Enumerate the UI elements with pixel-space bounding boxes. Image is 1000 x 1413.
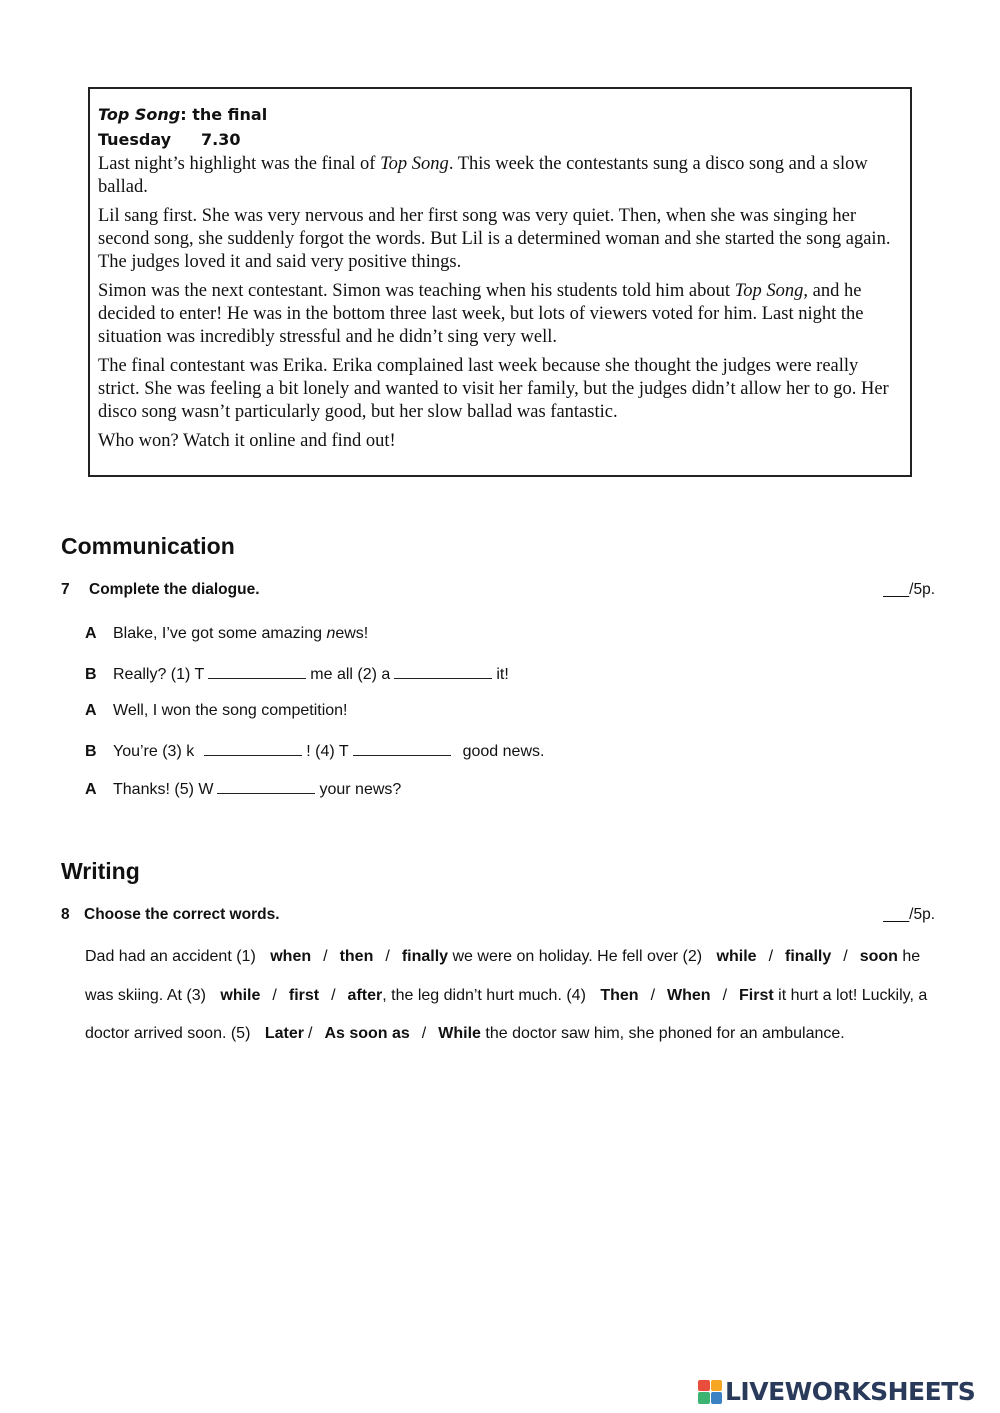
gap-5[interactable] — [217, 779, 315, 794]
dialogue-line-4: B You’re (3) k ! (4) T good news. — [85, 743, 545, 760]
option-1-when[interactable]: when — [270, 948, 312, 965]
article-paragraph-4: The final contestant was Erika. Erika complained last week because she thought the judges were really strict. She was feeling a bit lonely and wanted to visit her family, but the judges didn’t allow her to go. Her disco song wasn’t particularly good, but her slow ballad was fantastic. — [98, 356, 889, 422]
article-title: Top Song: the final — [98, 105, 268, 124]
liveworksheets-logo: LIVEWORKSHEETS — [698, 1377, 975, 1406]
option-5-later[interactable]: Later — [264, 1025, 304, 1043]
dialogue-line-1: A Blake, I’ve got some amazing news! — [85, 625, 369, 642]
article-paragraph-3: Simon was the next contestant. Simon was teaching when his students told him about Top Song, and he decided to enter! He was in the bottom three last week, but lots of viewers voted for him. Last night the situation was incredibly stressful and he didn’t sing very well. — [98, 281, 864, 347]
option-1-then[interactable]: then — [339, 948, 374, 965]
option-1-finally[interactable]: finally — [401, 948, 449, 965]
option-5-while[interactable]: While — [438, 1025, 481, 1043]
article-paragraph-1: Last night’s highlight was the final of Top Song. This week the contestants sung a disco song and a slow ballad. — [98, 154, 868, 197]
option-4-when[interactable]: When — [667, 986, 711, 1004]
writing-heading: Writing — [61, 858, 140, 884]
task-7-instruction: 7 Complete the dialogue. ___/5p. — [61, 581, 935, 598]
option-2-while[interactable]: while — [716, 948, 757, 965]
task-8-score: ___/5p. — [883, 906, 935, 923]
option-2-finally[interactable]: finally — [785, 948, 832, 965]
communication-heading: Communication — [61, 533, 235, 559]
writing-paragraph: Dad had an accident (1) when / then / finally we were on holiday. He fell over (2) while / finally / soon he was skiing. At (3) while / first / after, the leg didn’t hurt much. (4) Then / When / First it hurt a lot! Luckily, a doctor arrived soon. (5) Later / As soon as / While the doctor saw him, she phoned for an ambulance. — [85, 948, 928, 1043]
option-5-as-soon-as[interactable]: As soon as — [324, 1025, 410, 1043]
article-paragraph-5: Who won? Watch it online and find out! — [98, 431, 396, 451]
gap-2[interactable] — [394, 664, 492, 679]
article-schedule — [98, 130, 902, 149]
dialogue-line-5: A Thanks! (5) W your news? — [85, 781, 402, 798]
article-paragraph-2: Lil sang first. She was very nervous and her first song was very quiet. Then, when she was singing her second song, she suddenly forgot the words. But Lil is a determined woman and she started the song again. The judges loved it and said very positive things. — [98, 206, 891, 272]
reading-article — [88, 87, 912, 477]
liveworksheets-logo-icon — [698, 1380, 722, 1404]
gap-3[interactable] — [204, 741, 302, 756]
dialogue-line-3: A Well, I won the song competition! — [85, 702, 348, 719]
option-3-after[interactable]: after — [347, 986, 383, 1004]
gap-1[interactable] — [208, 664, 306, 679]
task-7-score: ___/5p. — [883, 581, 935, 598]
option-2-soon[interactable]: soon — [859, 948, 898, 965]
option-4-first[interactable]: First — [739, 986, 774, 1004]
article-time: 7.30 — [201, 130, 241, 149]
dialogue-line-2: B Really? (1) T me all (2) a it! — [85, 666, 509, 683]
option-3-while[interactable]: while — [220, 986, 261, 1004]
task-8-instruction: 8 Choose the correct words. ___/5p. — [61, 906, 935, 923]
article-day: Tuesday — [98, 130, 172, 149]
gap-4[interactable] — [353, 741, 451, 756]
option-3-first[interactable]: first — [288, 986, 320, 1004]
option-4-then[interactable]: Then — [600, 986, 639, 1004]
